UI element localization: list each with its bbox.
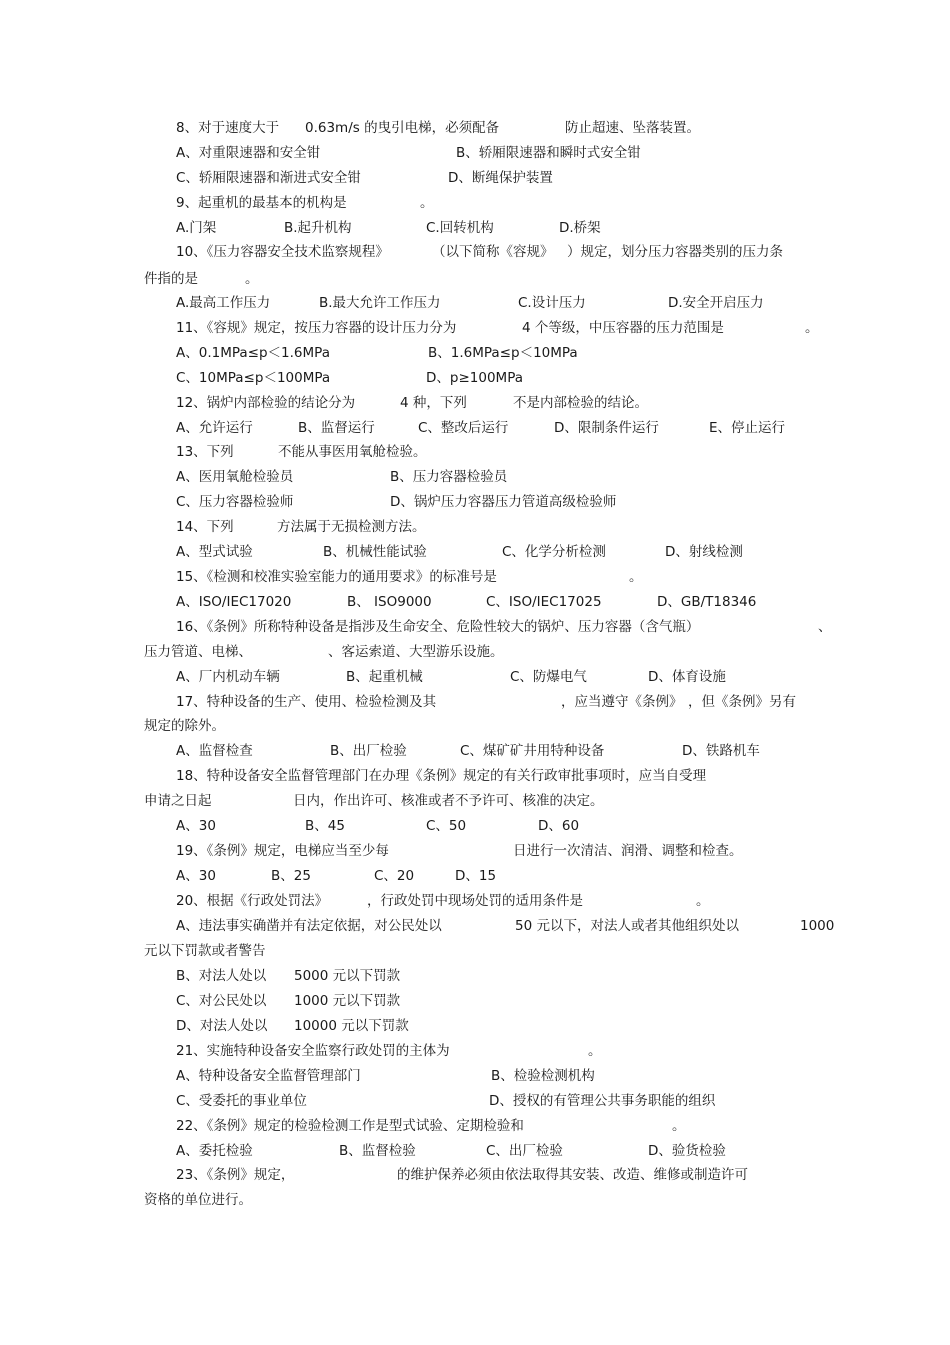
text-line bbox=[0, 990, 950, 1012]
text-segment: B、25 bbox=[271, 868, 311, 884]
text-segment: A、30 bbox=[176, 868, 216, 884]
text-segment: D、铁路机车 bbox=[682, 743, 760, 759]
text-line bbox=[0, 241, 950, 263]
text-segment: 1000 元以下罚款 bbox=[294, 993, 401, 1009]
text-segment: 18、特种设备安全监督管理部门在办理《条例》规定的有关行政审批事项时，应当自受理 bbox=[176, 768, 707, 784]
text-line bbox=[0, 965, 950, 987]
text-segment: B、轿厢限速器和瞬时式安全钳 bbox=[456, 145, 641, 161]
text-segment: 14、下列 bbox=[176, 519, 234, 535]
text-line bbox=[0, 1115, 950, 1137]
text-segment: D、断绳保护装置 bbox=[448, 170, 553, 186]
text-segment: C、化学分析检测 bbox=[502, 544, 606, 560]
text-segment: D、GB/T18346 bbox=[657, 594, 757, 610]
text-segment: 的维护保养必须由依法取得其安装、改造、维修或制造许可 bbox=[397, 1167, 748, 1183]
text-segment: 不是内部检验的结论。 bbox=[513, 395, 648, 411]
text-line bbox=[0, 491, 950, 513]
text-line bbox=[0, 367, 950, 389]
text-line bbox=[0, 915, 950, 937]
text-segment: D、限制条件运行 bbox=[554, 420, 659, 436]
text-segment: 。 bbox=[672, 1118, 686, 1134]
text-segment: A、对重限速器和安全钳 bbox=[176, 145, 321, 161]
text-segment: D、p≥100MPa bbox=[426, 370, 523, 386]
text-segment: 8、对于速度大于 bbox=[176, 120, 280, 136]
text-segment: 。 bbox=[696, 893, 710, 909]
text-segment: 21、实施特种设备安全监察行政处罚的主体为 bbox=[176, 1043, 450, 1059]
text-segment: D、15 bbox=[455, 868, 497, 884]
text-line bbox=[0, 466, 950, 488]
text-segment: ）规定，划分压力容器类别的压力条 bbox=[567, 244, 783, 260]
text-segment: 不能从事医用氧舱检验。 bbox=[278, 444, 427, 460]
text-segment: C、10MPa≤p＜100MPa bbox=[176, 370, 331, 386]
text-segment: C、出厂检验 bbox=[486, 1143, 563, 1159]
text-segment: ，行政处罚中现场处罚的适用条件是 bbox=[367, 893, 583, 909]
text-segment: 23、《条例》规定， bbox=[176, 1167, 295, 1183]
text-segment: 15、《检测和校准实验室能力的通用要求》的标准号是 bbox=[176, 569, 497, 585]
text-segment: 、 bbox=[818, 619, 832, 635]
text-segment: A、厂内机动车辆 bbox=[176, 669, 280, 685]
text-line bbox=[0, 167, 950, 189]
text-line bbox=[0, 317, 950, 339]
text-segment: 1000 bbox=[800, 918, 835, 934]
text-line bbox=[0, 541, 950, 563]
text-segment: D、授权的有管理公共事务职能的组织 bbox=[489, 1093, 716, 1109]
text-line bbox=[0, 591, 950, 613]
text-line bbox=[0, 417, 950, 439]
text-line bbox=[0, 790, 950, 812]
text-line bbox=[0, 1189, 950, 1211]
text-segment: C.回转机构 bbox=[426, 220, 494, 236]
text-line bbox=[0, 840, 950, 862]
text-line bbox=[0, 641, 950, 663]
text-line bbox=[0, 1015, 950, 1037]
text-segment: 17、特种设备的生产、使用、检验检测及其 bbox=[176, 694, 437, 710]
text-line bbox=[0, 616, 950, 638]
text-line bbox=[0, 392, 950, 414]
text-line bbox=[0, 192, 950, 214]
text-segment: C、50 bbox=[426, 818, 467, 834]
text-segment: E、停止运行 bbox=[709, 420, 786, 436]
text-segment: B、对法人处以 bbox=[176, 968, 267, 984]
text-line bbox=[0, 765, 950, 787]
text-segment: 16、《条例》所称特种设备是指涉及生命安全、危险性较大的锅炉、压力容器（含气瓶） bbox=[176, 619, 700, 635]
text-segment: C、煤矿矿井用特种设备 bbox=[460, 743, 605, 759]
text-segment: C、压力容器检验师 bbox=[176, 494, 294, 510]
text-segment: A、ISO/IEC17020 bbox=[176, 594, 292, 610]
text-segment: B、监督运行 bbox=[298, 420, 375, 436]
text-segment: 元以下罚款或者警告 bbox=[144, 943, 266, 959]
text-segment: 。 bbox=[629, 569, 643, 585]
text-segment: 规定的除外。 bbox=[144, 718, 225, 734]
text-segment: 日内，作出许可、核准或者不予许可、核准的决定。 bbox=[293, 793, 604, 809]
text-segment: 、客运索道、大型游乐设施。 bbox=[328, 644, 504, 660]
text-segment: A、监督检查 bbox=[176, 743, 253, 759]
text-segment: ，应当遵守《条例》 bbox=[561, 694, 683, 710]
text-line bbox=[0, 815, 950, 837]
text-segment: D.桥架 bbox=[559, 220, 601, 236]
text-segment: A、医用氧舱检验员 bbox=[176, 469, 294, 485]
text-segment: B、压力容器检验员 bbox=[390, 469, 508, 485]
text-line bbox=[0, 516, 950, 538]
text-segment: 20、根据《行政处罚法》 bbox=[176, 893, 329, 909]
text-segment: 日进行一次清洁、润滑、调整和检查。 bbox=[513, 843, 743, 859]
text-segment: （以下简称《容规》 bbox=[432, 244, 554, 260]
text-segment: A、特种设备安全监督管理部门 bbox=[176, 1068, 361, 1084]
text-line bbox=[0, 566, 950, 588]
text-segment: 。 bbox=[420, 195, 434, 211]
text-segment: B.最大允许工作压力 bbox=[319, 295, 441, 311]
text-segment: B、 ISO9000 bbox=[347, 594, 432, 610]
text-segment: 10、《压力容器安全技术监察规程》 bbox=[176, 244, 389, 260]
text-segment: D、对法人处以 bbox=[176, 1018, 268, 1034]
text-segment: 资格的单位进行。 bbox=[144, 1192, 252, 1208]
text-segment: 13、下列 bbox=[176, 444, 234, 460]
text-segment: B.起升机构 bbox=[284, 220, 352, 236]
text-segment: A.门架 bbox=[176, 220, 217, 236]
text-segment: 4 个等级，中压容器的压力范围是 bbox=[522, 320, 724, 336]
text-segment: 件指的是 bbox=[144, 271, 198, 287]
text-line bbox=[0, 1140, 950, 1162]
text-segment: 19、《条例》规定，电梯应当至少每 bbox=[176, 843, 389, 859]
text-line bbox=[0, 117, 950, 139]
text-segment: 9、起重机的最基本的机构是 bbox=[176, 195, 347, 211]
text-line bbox=[0, 1090, 950, 1112]
text-segment: 。 bbox=[245, 271, 259, 287]
text-segment: 压力管道、电梯、 bbox=[144, 644, 252, 660]
text-segment: C、ISO/IEC17025 bbox=[486, 594, 602, 610]
text-line bbox=[0, 865, 950, 887]
text-line bbox=[0, 1065, 950, 1087]
text-line bbox=[0, 666, 950, 688]
text-segment: A、允许运行 bbox=[176, 420, 253, 436]
text-segment: 11、《容规》规定，按压力容器的设计压力分为 bbox=[176, 320, 457, 336]
text-segment: A、0.1MPa≤p＜1.6MPa bbox=[176, 345, 330, 361]
text-segment: D、锅炉压力容器压力管道高级检验师 bbox=[390, 494, 617, 510]
text-segment: 。 bbox=[805, 320, 819, 336]
text-segment: 方法属于无损检测方法。 bbox=[277, 519, 426, 535]
text-line bbox=[0, 292, 950, 314]
text-segment: C、轿厢限速器和渐进式安全钳 bbox=[176, 170, 361, 186]
text-segment: A.最高工作压力 bbox=[176, 295, 271, 311]
text-segment: D.安全开启压力 bbox=[668, 295, 764, 311]
text-segment: 12、锅炉内部检验的结论分为 bbox=[176, 395, 356, 411]
text-segment: A、违法事实确凿并有法定依据，对公民处以 bbox=[176, 918, 442, 934]
text-line bbox=[0, 1164, 950, 1186]
text-segment: C、防爆电气 bbox=[510, 669, 587, 685]
text-segment: D、60 bbox=[538, 818, 580, 834]
text-segment: D、验货检验 bbox=[648, 1143, 726, 1159]
text-line bbox=[0, 1040, 950, 1062]
text-segment: B、监督检验 bbox=[339, 1143, 416, 1159]
text-line bbox=[0, 890, 950, 912]
text-line bbox=[0, 217, 950, 239]
text-segment: C、对公民处以 bbox=[176, 993, 267, 1009]
text-segment: B、出厂检验 bbox=[330, 743, 407, 759]
text-segment: C.设计压力 bbox=[518, 295, 586, 311]
text-segment: C、受委托的事业单位 bbox=[176, 1093, 307, 1109]
text-line bbox=[0, 940, 950, 962]
text-line bbox=[0, 142, 950, 164]
text-line bbox=[0, 342, 950, 364]
text-segment: 50 元以下，对法人或者其他组织处以 bbox=[515, 918, 739, 934]
text-segment: C、20 bbox=[374, 868, 415, 884]
text-segment: A、委托检验 bbox=[176, 1143, 253, 1159]
text-segment: 。 bbox=[588, 1043, 602, 1059]
text-segment: D、射线检测 bbox=[665, 544, 743, 560]
text-segment: 5000 元以下罚款 bbox=[294, 968, 401, 984]
text-line bbox=[0, 441, 950, 463]
text-segment: 4 种，下列 bbox=[400, 395, 467, 411]
text-line bbox=[0, 691, 950, 713]
text-segment: B、检验检测机构 bbox=[491, 1068, 595, 1084]
text-segment: 0.63m/s 的曳引电梯，必须配备 bbox=[305, 120, 500, 136]
text-segment: 防止超速、坠落装置。 bbox=[565, 120, 700, 136]
text-segment: 10000 元以下罚款 bbox=[294, 1018, 409, 1034]
text-segment: 申请之日起 bbox=[144, 793, 212, 809]
text-segment: C、整改后运行 bbox=[418, 420, 509, 436]
text-segment: B、起重机械 bbox=[346, 669, 423, 685]
text-segment: ，但《条例》另有 bbox=[688, 694, 796, 710]
text-line bbox=[0, 715, 950, 737]
text-segment: A、型式试验 bbox=[176, 544, 253, 560]
text-line bbox=[0, 740, 950, 762]
text-segment: B、45 bbox=[305, 818, 345, 834]
text-segment: D、体育设施 bbox=[648, 669, 726, 685]
text-segment: B、1.6MPa≤p＜10MPa bbox=[428, 345, 578, 361]
text-segment: 22、《条例》规定的检验检测工作是型式试验、定期检验和 bbox=[176, 1118, 524, 1134]
text-segment: B、机械性能试验 bbox=[323, 544, 427, 560]
text-segment: A、30 bbox=[176, 818, 216, 834]
text-line bbox=[0, 268, 950, 290]
